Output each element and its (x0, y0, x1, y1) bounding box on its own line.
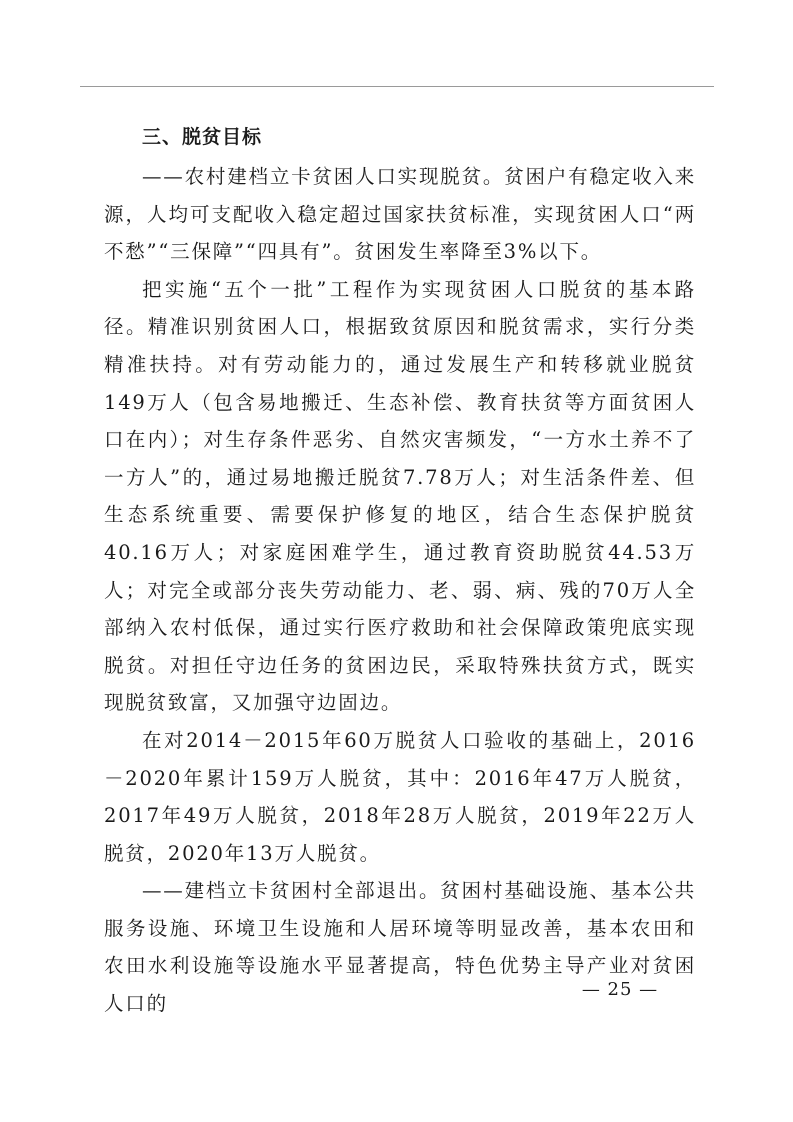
paragraph-poverty-exit-goal: ——农村建档立卡贫困人口实现脱贫。贫困户有稳定收入来源，人均可支配收入稳定超过国家扶贫标准，实现贫困人口“两不愁”“三保障”“四具有”。贫困发生率降至3%以下。 (104, 165, 696, 264)
header-rule (80, 86, 714, 87)
page-number: — 25 — (581, 979, 659, 1000)
paragraph-five-batches: 把实施“五个一批”工程作为实现贫困人口脱贫的基本路径。精准识别贫困人口，根据致贫原因和脱贫需求，实行分类精准扶持。对有劳动能力的，通过发展生产和转移就业脱贫149万人（包含易地搬迁、生态补偿、教育扶贫等方面贫困人口在内）；对生存条件恶劣、自然灾害频发，“一方水土养不了一方人”的，通过易地搬迁脱贫7.78万人；对生活条件差、但生态系统重要、需要保护修复的地区，结合生态保护脱贫40.16万人；对家庭困难学生，通过教育资助脱贫44.53万人；对完全或部分丧失劳动能力、老、弱、病、残的70万人全部纳入农村低保，通过实行医疗救助和社会保障政策兜底实现脱贫。对担任守边任务的贫困边民，采取特殊扶贫方式，既实现脱贫致富，又加强守边固边。 (104, 277, 696, 715)
paragraph-village-exit: ——建档立卡贫困村全部退出。贫困村基础设施、基本公共服务设施、环境卫生设施和人居环境等明显改善，基本农田和农田水利设施等设施水平显著提高，特色优势主导产业对贫困人口的 (104, 879, 696, 1016)
page-body (104, 122, 696, 1023)
paragraph-yearly-targets: 在对2014－2015年60万脱贫人口验收的基础上，2016－2020年累计159万人脱贫，其中：2016年47万人脱贫，2017年49万人脱贫，2018年28万人脱贫，2019年22万人脱贫，2020年13万人脱贫。 (104, 728, 696, 865)
section-heading: 三、脱贫目标 (142, 126, 263, 148)
